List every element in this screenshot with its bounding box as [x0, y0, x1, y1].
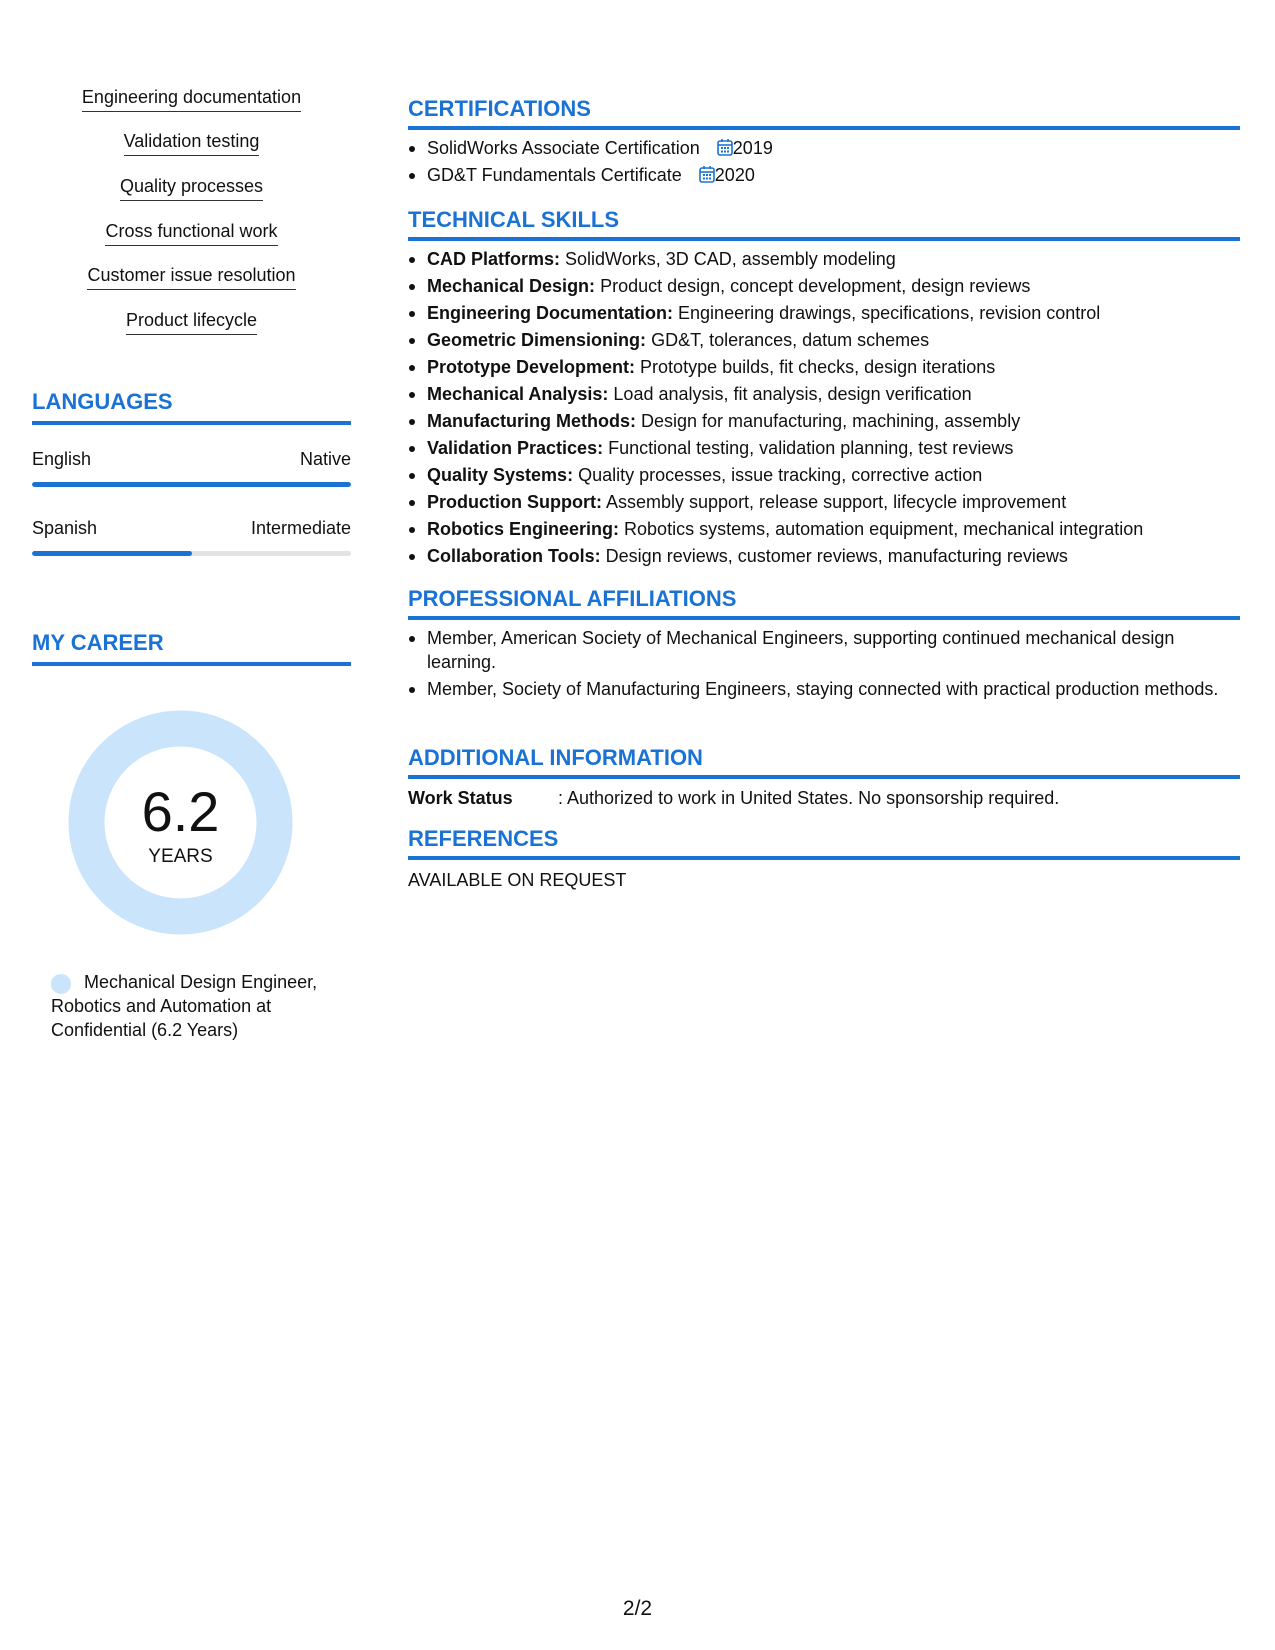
skill-detail: Assembly support, release support, lifecycle improvement	[606, 492, 1067, 512]
skill-category: Geometric Dimensioning:	[427, 330, 647, 350]
skill-category: Robotics Engineering:	[427, 519, 620, 539]
technical-skill-item	[408, 300, 1240, 327]
references-heading: REFERENCES	[408, 826, 1240, 860]
technical-skill-item	[408, 489, 1240, 516]
skill-detail: Engineering drawings, specifications, revision control	[678, 303, 1101, 323]
career-years-unit: YEARS	[148, 846, 213, 867]
language-proficiency-bar	[32, 551, 351, 556]
language-name: Spanish	[32, 518, 98, 538]
additional-info-heading: ADDITIONAL INFORMATION	[408, 745, 1240, 779]
technical-skill-item	[408, 354, 1240, 381]
technical-skill-item	[408, 246, 1240, 273]
certification-name: SolidWorks Associate Certification	[427, 138, 700, 158]
certification-year: 2019	[732, 138, 773, 158]
certification-item	[408, 135, 1240, 162]
skill-detail: Robotics systems, automation equipment, mechanical integration	[624, 519, 1144, 539]
technical-skills-list	[408, 246, 1240, 570]
technical-skill-item	[408, 543, 1240, 570]
skill-detail: Design for manufacturing, machining, assembly	[641, 411, 1021, 431]
skill-tag: Validation testing	[32, 130, 351, 156]
affiliations-list	[408, 626, 1240, 704]
skill-category: Mechanical Analysis:	[427, 384, 609, 404]
skill-tag: Engineering documentation	[32, 86, 351, 112]
certification-year: 2020	[714, 165, 755, 185]
skill-detail: Load analysis, fit analysis, design verification	[613, 384, 972, 404]
skill-category: CAD Platforms:	[427, 249, 561, 269]
skill-detail: GD&T, tolerances, datum schemes	[651, 330, 930, 350]
work-status-value: : Authorized to work in United States. No sponsorship required.	[558, 788, 1060, 808]
languages-heading: LANGUAGES	[32, 389, 351, 425]
skill-tag: Product lifecycle	[32, 309, 351, 335]
legend-dot-icon	[51, 974, 71, 994]
skill-detail: Product design, concept development, design reviews	[600, 276, 1031, 296]
affiliation-item: Member, Society of Manufacturing Engineers, staying connected with practical production methods.	[408, 677, 1240, 701]
technical-skill-item	[408, 273, 1240, 300]
technical-skill-item	[408, 381, 1240, 408]
skill-category: Mechanical Design:	[427, 276, 596, 296]
language-name: English	[32, 449, 92, 469]
skill-detail: Design reviews, customer reviews, manufacturing reviews	[605, 546, 1068, 566]
technical-skills-heading: TECHNICAL SKILLS	[408, 207, 1240, 241]
language-level: Intermediate	[250, 518, 351, 538]
skill-category: Manufacturing Methods:	[427, 411, 636, 431]
language-row-spanish	[32, 517, 351, 557]
skill-category: Production Support:	[427, 492, 602, 512]
calendar-icon	[717, 138, 733, 156]
language-level: Native	[299, 449, 351, 469]
skill-category: Engineering Documentation:	[427, 303, 674, 323]
certification-item	[408, 162, 1240, 189]
skill-category: Quality Systems:	[427, 465, 574, 485]
technical-skill-item	[408, 435, 1240, 462]
certification-name: GD&T Fundamentals Certificate	[427, 165, 682, 185]
career-donut-chart	[68, 710, 293, 935]
references-text: AVAILABLE ON REQUEST	[408, 870, 627, 890]
skill-category: Collaboration Tools:	[427, 546, 601, 566]
language-proficiency-fill	[32, 551, 192, 556]
technical-skill-item	[408, 327, 1240, 354]
skill-tag: Customer issue resolution	[32, 264, 351, 290]
skill-detail: Prototype builds, fit checks, design iterations	[640, 357, 996, 377]
skill-detail: Functional testing, validation planning, test reviews	[608, 438, 1014, 458]
career-heading: MY CAREER	[32, 630, 351, 666]
skill-category: Validation Practices:	[427, 438, 604, 458]
skill-tag: Quality processes	[32, 175, 351, 201]
language-proficiency-fill	[32, 482, 351, 487]
calendar-icon	[699, 165, 715, 183]
certifications-list	[408, 135, 1240, 189]
skill-category: Prototype Development:	[427, 357, 636, 377]
language-proficiency-bar	[32, 482, 351, 487]
skill-detail: Quality processes, issue tracking, corrective action	[578, 465, 983, 485]
work-status-label: Work Status	[408, 788, 513, 808]
career-legend-text: Mechanical Design Engineer, Robotics and Automation at Confidential (6.2 Years)	[51, 972, 318, 1040]
affiliations-heading: PROFESSIONAL AFFILIATIONS	[408, 586, 1240, 620]
technical-skill-item	[408, 408, 1240, 435]
page-number: 2/2	[622, 1597, 653, 1620]
affiliation-item: Member, American Society of Mechanical Engineers, supporting continued mechanical design learning.	[408, 626, 1240, 674]
technical-skill-item	[408, 462, 1240, 489]
certifications-heading: CERTIFICATIONS	[408, 96, 1240, 130]
technical-skill-item	[408, 516, 1240, 543]
language-row-english	[32, 448, 351, 488]
skill-detail: SolidWorks, 3D CAD, assembly modeling	[565, 249, 896, 269]
skill-tag: Cross functional work	[32, 220, 351, 246]
career-legend	[51, 970, 341, 1042]
career-years-value: 6.2	[141, 780, 220, 843]
